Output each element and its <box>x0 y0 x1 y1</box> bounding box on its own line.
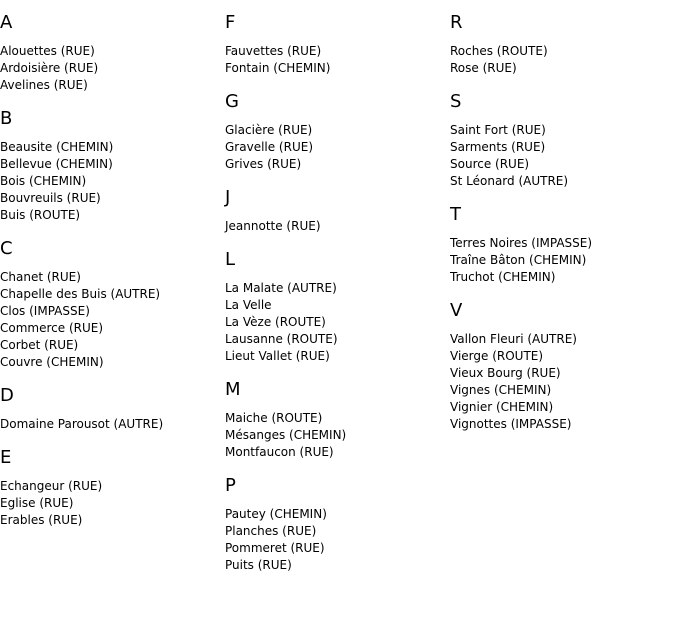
street-item: Maiche (ROUTE) <box>225 411 323 425</box>
street-item: Ardoisière (RUE) <box>0 61 99 75</box>
street-item: Truchot (CHEMIN) <box>450 270 556 284</box>
street-list <box>0 478 225 529</box>
street-list <box>225 43 450 77</box>
street-item: Alouettes (RUE) <box>0 44 95 58</box>
street-item: La Vèze (ROUTE) <box>225 315 326 329</box>
street-item: Lieut Vallet (RUE) <box>225 349 330 363</box>
letter-group <box>0 447 225 529</box>
letter-heading: D <box>0 385 14 406</box>
street-item: Planches (RUE) <box>225 524 317 538</box>
index-column <box>0 12 225 543</box>
letter-group <box>225 379 450 461</box>
letter-heading: T <box>450 204 461 225</box>
street-item: Fauvettes (RUE) <box>225 44 322 58</box>
street-list <box>0 139 225 224</box>
letter-group <box>450 300 675 433</box>
street-item: Lausanne (ROUTE) <box>225 332 338 346</box>
street-list <box>225 506 450 574</box>
street-item: Beausite (CHEMIN) <box>0 140 114 154</box>
letter-heading: G <box>225 91 239 112</box>
street-item: La Malate (AUTRE) <box>225 281 337 295</box>
letter-heading: R <box>450 12 463 33</box>
street-item: Vierge (ROUTE) <box>450 349 544 363</box>
letter-group <box>225 249 450 365</box>
letter-group <box>225 91 450 173</box>
letter-heading: P <box>225 475 236 496</box>
street-item: Avelines (RUE) <box>0 78 88 92</box>
street-item: Vignes (CHEMIN) <box>450 383 552 397</box>
street-item: Bois (CHEMIN) <box>0 174 87 188</box>
street-item: Grives (RUE) <box>225 157 302 171</box>
street-item: Vieux Bourg (RUE) <box>450 366 561 380</box>
street-item: Pautey (CHEMIN) <box>225 507 327 521</box>
street-item: Jeannotte (RUE) <box>225 219 321 233</box>
street-item: Couvre (CHEMIN) <box>0 355 104 369</box>
street-item: Chapelle des Buis (AUTRE) <box>0 287 161 301</box>
letter-group <box>450 12 675 77</box>
street-item: Fontain (CHEMIN) <box>225 61 331 75</box>
street-item: Chanet (RUE) <box>0 270 81 284</box>
street-item: Clos (IMPASSE) <box>0 304 90 318</box>
street-list <box>225 122 450 173</box>
street-item: Source (RUE) <box>450 157 530 171</box>
street-list <box>225 280 450 365</box>
street-list <box>225 410 450 461</box>
letter-group <box>225 475 450 574</box>
letter-heading: J <box>225 187 231 208</box>
street-list <box>450 122 675 190</box>
street-item: Erables (RUE) <box>0 513 83 527</box>
letter-heading: C <box>0 238 13 259</box>
street-list <box>0 416 225 433</box>
letter-group <box>450 204 675 286</box>
street-list <box>450 331 675 433</box>
letter-group <box>225 12 450 77</box>
street-item: Bellevue (CHEMIN) <box>0 157 113 171</box>
letter-heading: F <box>225 12 236 33</box>
letter-group <box>0 12 225 94</box>
street-item: Echangeur (RUE) <box>0 479 103 493</box>
street-item: Buis (ROUTE) <box>0 208 81 222</box>
street-list <box>0 43 225 94</box>
street-item: La Velle <box>225 298 272 312</box>
street-item: Puits (RUE) <box>225 558 292 572</box>
street-item: Corbet (RUE) <box>0 338 79 352</box>
street-item: Domaine Parousot (AUTRE) <box>0 417 164 431</box>
street-item: Sarments (RUE) <box>450 140 546 154</box>
street-item: Mésanges (CHEMIN) <box>225 428 347 442</box>
letter-heading: L <box>225 249 236 270</box>
street-item: St Léonard (AUTRE) <box>450 174 569 188</box>
letter-heading: A <box>0 12 13 33</box>
street-item: Traîne Bâton (CHEMIN) <box>450 253 587 267</box>
street-item: Terres Noires (IMPASSE) <box>450 236 593 250</box>
letter-heading: M <box>225 379 241 400</box>
street-item: Bouvreuils (RUE) <box>0 191 101 205</box>
street-list <box>225 218 450 235</box>
letter-heading: B <box>0 108 13 129</box>
street-item: Commerce (RUE) <box>0 321 104 335</box>
letter-heading: S <box>450 91 462 112</box>
street-item: Rose (RUE) <box>450 61 517 75</box>
letter-heading: V <box>450 300 463 321</box>
letter-group <box>225 187 450 235</box>
letter-group <box>0 238 225 371</box>
street-item: Gravelle (RUE) <box>225 140 314 154</box>
letter-heading: E <box>0 447 12 468</box>
street-item: Vignier (CHEMIN) <box>450 400 554 414</box>
street-list <box>450 43 675 77</box>
street-item: Pommeret (RUE) <box>225 541 325 555</box>
letter-group <box>0 385 225 433</box>
street-list <box>450 235 675 286</box>
street-item: Vignottes (IMPASSE) <box>450 417 572 431</box>
street-item: Montfaucon (RUE) <box>225 445 334 459</box>
letter-group <box>0 108 225 224</box>
letter-group <box>450 91 675 190</box>
street-item: Glacière (RUE) <box>225 123 313 137</box>
index-column <box>450 12 675 447</box>
street-item: Saint Fort (RUE) <box>450 123 546 137</box>
street-list <box>0 269 225 371</box>
street-item: Roches (ROUTE) <box>450 44 548 58</box>
street-item: Vallon Fleuri (AUTRE) <box>450 332 577 346</box>
index-column <box>225 12 450 588</box>
street-item: Eglise (RUE) <box>0 496 74 510</box>
